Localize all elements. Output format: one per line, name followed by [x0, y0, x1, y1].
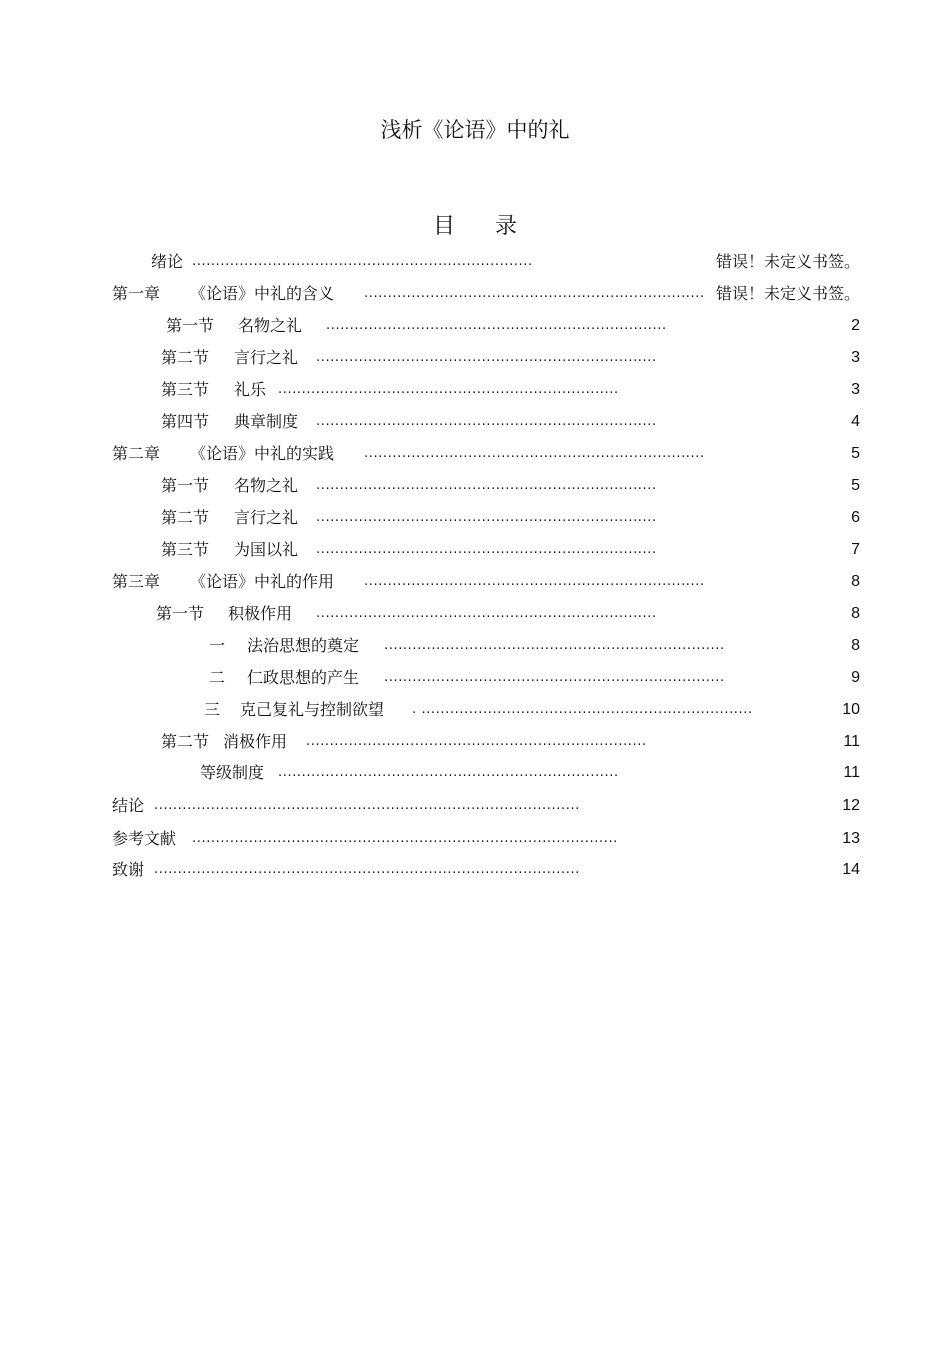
toc-page-number: 8 [851, 637, 860, 654]
toc-entry-number: 第一节 [161, 476, 210, 495]
toc-leader-dots: ........................................................................ [364, 286, 705, 301]
toc-page-number: 错误！未定义书签。 [715, 284, 860, 303]
toc-entry-text: 典章制度 [234, 412, 299, 431]
toc-entry-text: 克己复礼与控制欲望 [240, 700, 385, 719]
toc-page-number: 7 [851, 541, 860, 558]
toc-entry-text: 为国以礼 [234, 540, 299, 559]
toc-entry-number: 第一节 [166, 316, 215, 335]
toc-leader-dots: ........................................................................ [384, 670, 725, 685]
toc-leader-dots: ........................................................................ [316, 350, 657, 365]
toc-entry[interactable] [112, 571, 860, 593]
toc-entry[interactable] [112, 828, 860, 850]
toc-entry[interactable] [112, 283, 860, 305]
toc-entry[interactable] [112, 667, 860, 689]
toc-entry-number: 三 [204, 700, 221, 719]
toc-page-number: 14 [842, 861, 860, 878]
toc-entry-number: 第三节 [161, 540, 210, 559]
toc-entry[interactable] [112, 762, 860, 784]
toc-entry-number: 第二节 [161, 508, 210, 527]
toc-leader-dots: ........................................................................ [316, 606, 657, 621]
toc-page-number: 12 [842, 797, 860, 814]
toc-entry[interactable] [112, 443, 860, 465]
toc-page-number: 13 [842, 830, 860, 847]
toc-leader-dots: ........................................................................ [316, 478, 657, 493]
toc-entry-number: 第一章 [112, 284, 161, 303]
toc-leader-dots: ........................................................................ [316, 414, 657, 429]
toc-page-number: 2 [851, 317, 860, 334]
toc-page-number: 错误！未定义书签。 [715, 252, 860, 271]
toc-heading-char-2: 录 [495, 214, 518, 239]
toc-page-number: 9 [851, 669, 860, 686]
toc-entry-number: 第二章 [112, 444, 161, 463]
toc-entry-text: 绪论 [151, 252, 184, 271]
toc-entry[interactable] [112, 635, 860, 657]
toc-page-number: 5 [851, 445, 860, 462]
toc-entry-text: 致谢 [112, 860, 145, 879]
toc-entry-text: 名物之礼 [238, 316, 303, 335]
toc-entry-text: 积极作用 [228, 604, 293, 623]
toc-entry-text: 言行之礼 [234, 348, 299, 367]
document-title: 浅析《论语》中的礼 [380, 118, 570, 142]
toc-entry-text: 等级制度 [200, 763, 265, 782]
toc-page-number: 3 [851, 381, 860, 398]
toc-entry[interactable] [112, 251, 860, 273]
toc-entry[interactable] [112, 603, 860, 625]
toc-leader-dots: ........................................................................ [316, 510, 657, 525]
toc-entry[interactable] [112, 475, 860, 497]
toc-entry[interactable] [112, 859, 860, 881]
toc-entry-number: 第三章 [112, 572, 161, 591]
toc-entry[interactable] [112, 699, 860, 721]
toc-entry-text: 结论 [112, 796, 145, 815]
toc-entry-text: 消极作用 [223, 732, 288, 751]
toc-page-number: 8 [851, 573, 860, 590]
toc-entry[interactable] [112, 731, 860, 753]
toc-leader-dots: ........................................................................ [192, 254, 533, 269]
toc-page-number: 3 [851, 349, 860, 366]
toc-leader-dots: ........................................................................ [326, 318, 667, 333]
toc-leader-dots: .......................................................................................... [154, 862, 580, 877]
toc-entry-number: 二 [209, 668, 226, 687]
toc-leader-dots: ........................................................................ [384, 638, 725, 653]
toc-page-number: 11 [843, 764, 860, 781]
toc-entry-text: 《论语》中礼的作用 [190, 572, 335, 591]
toc-page-number: 8 [851, 605, 860, 622]
toc-leader-dots: .......................................................................................... [192, 831, 618, 846]
toc-entry[interactable] [112, 411, 860, 433]
toc-entry-text: 《论语》中礼的实践 [190, 444, 335, 463]
toc-leader-dots: .......................................................................................... [154, 798, 580, 813]
toc-leader-dots: ........................................................................ [278, 765, 619, 780]
toc-page-number: 5 [851, 477, 860, 494]
toc-entry-text: 法治思想的奠定 [247, 636, 360, 655]
toc-entry-text: 名物之礼 [234, 476, 299, 495]
toc-entry[interactable] [112, 379, 860, 401]
toc-entry-number: 第二节 [161, 348, 210, 367]
toc-entry-number: 第四节 [161, 412, 210, 431]
toc-entry[interactable] [112, 347, 860, 369]
toc-leader-dots: ........................................................................ [364, 574, 705, 589]
toc-page-number: 10 [842, 701, 860, 718]
toc-leader-dots: ........................................................................ [316, 542, 657, 557]
toc-heading-char-1: 目 [432, 214, 455, 239]
toc-leader-dots: ........................................................................ [364, 446, 705, 461]
toc-entry-number: 第一节 [156, 604, 205, 623]
toc-entry[interactable] [112, 539, 860, 561]
toc-entry-text: 参考文献 [112, 829, 177, 848]
toc-page-number: 4 [851, 413, 860, 430]
toc-entry-number: 第三节 [161, 380, 210, 399]
toc-leader-dots: ........................................................................ [278, 382, 619, 397]
toc-entry-text: 《论语》中礼的含义 [190, 284, 335, 303]
toc-leader-dots: . ...................................................................... [412, 702, 753, 717]
toc-heading [0, 212, 950, 242]
toc-page-number: 6 [851, 509, 860, 526]
toc-entry[interactable] [112, 795, 860, 817]
toc-entry-text: 言行之礼 [234, 508, 299, 527]
toc-entry-number: 第二节 [161, 732, 210, 751]
toc-entry-number: 一 [209, 636, 226, 655]
toc-leader-dots: ........................................................................ [306, 734, 647, 749]
toc-entry[interactable] [112, 507, 860, 529]
toc-entry-text: 仁政思想的产生 [247, 668, 360, 687]
toc-page-number: 11 [843, 733, 860, 750]
toc-entry-text: 礼乐 [234, 380, 267, 399]
toc-entry[interactable] [112, 315, 860, 337]
